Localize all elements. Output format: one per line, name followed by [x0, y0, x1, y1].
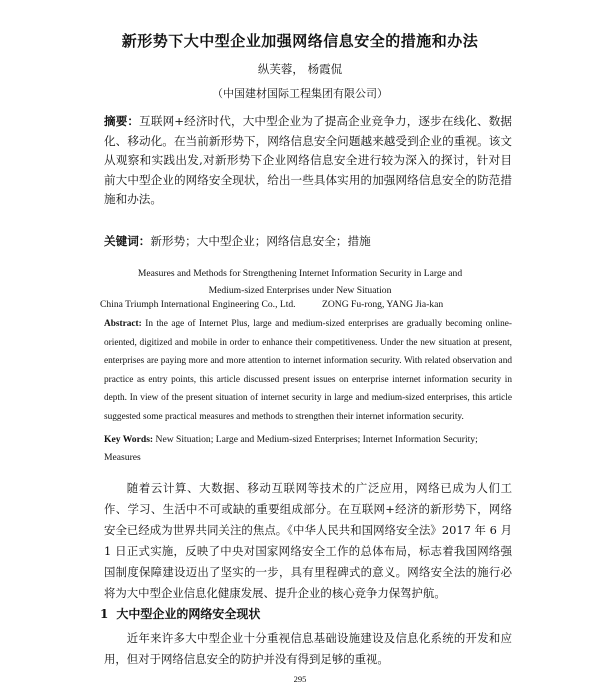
keywords-en-text: New Situation; Large and Medium-sized Enterprises; Internet Information Security; Measures	[104, 434, 478, 463]
page-number: 295	[293, 674, 307, 684]
english-affiliation: China Triumph International Engineering Co., Ltd.	[100, 299, 296, 310]
affiliation: （中国建材国际工程集团有限公司）	[212, 87, 388, 100]
section-1-number: 1	[100, 607, 109, 621]
section-1-paragraph: 近年来许多大中型企业十分重视信息基础设施建设及信息化系统的开发和应用，但对于网络信息安全的防护并没有得到足够的重视。	[104, 631, 512, 666]
abstract-en-label: Abstract:	[104, 319, 142, 329]
keywords-zh	[104, 232, 512, 251]
keywords-en-label: Key Words:	[104, 434, 154, 445]
paper-title: 新形势下大中型企业加强网络信息安全的措施和办法	[121, 32, 479, 50]
english-title-line-1: Measures and Methods for Strengthening Internet Information Security in Large and	[137, 268, 463, 279]
intro-body	[104, 478, 512, 604]
abstract-zh-label: 摘要：	[104, 114, 140, 128]
section-1-title: 大中型企业的网络安全现状	[116, 607, 261, 621]
english-authors: ZONG Fu-rong, YANG Jia-kan	[322, 299, 444, 310]
authors: 纵芙蓉， 杨霞侃	[257, 62, 343, 76]
keywords-zh-text: 新形势；大中型企业；网络信息安全；措施	[150, 234, 371, 248]
keywords-en	[104, 431, 512, 467]
abstract-en	[104, 315, 512, 427]
english-title	[100, 265, 500, 299]
abstract-zh-text: 互联网+经济时代，大中型企业为了提高企业竞争力，逐步在线化、数据化、移动化。在当前新形势下，网络信息安全问题越来越受到企业的重视。该文从观察和实践出发,对新形势下企业网络信息安全进行较为深入的探讨，针对目前大中型企业的网络安全现状，给出一些具体实用的加强网络信息安全的防范措施和办法。	[104, 114, 512, 206]
section-1-body	[104, 628, 512, 670]
section-1-heading	[100, 605, 520, 622]
english-title-line-2: Medium-sized Enterprises under New Situation	[208, 285, 392, 296]
abstract-zh	[104, 112, 512, 210]
english-affiliation-line	[100, 299, 520, 310]
intro-paragraph: 随着云计算、大数据、移动互联网等技术的广泛应用，网络已成为人们工作、学习、生活中不可或缺的重要组成部分。在互联网+经济的新形势下，网络安全已经成为世界共同关注的焦点。《中华人民共和国网络安全法》2017 年 6 月 1 日正式实施，反映了中央对国家网络安全工作的总体布局，标志着我国网络强国制度保障建设迈出了坚实的一步，具有里程碑式的意义。网络安全法的施行必将为大中型企业信息化健康发展、提升企业的核心竞争力保驾护航。	[104, 481, 512, 600]
keywords-zh-label: 关键词：	[104, 234, 151, 248]
abstract-en-text: In the age of Internet Plus, large and medium-sized enterprises are gradually becoming online-oriented, digitized and mobile in order to enhance their competitiveness. Under the new situation at present, enterprises are paying more and more attention to internet information security. With related observation and practice as entry points, this article discussed present issues on enterprise internet information security in depth. In view of the present situation of internet security in large and medium-sized enterprises, this article suggested some practical measures and methods to strengthen their internet information security.	[104, 319, 512, 422]
